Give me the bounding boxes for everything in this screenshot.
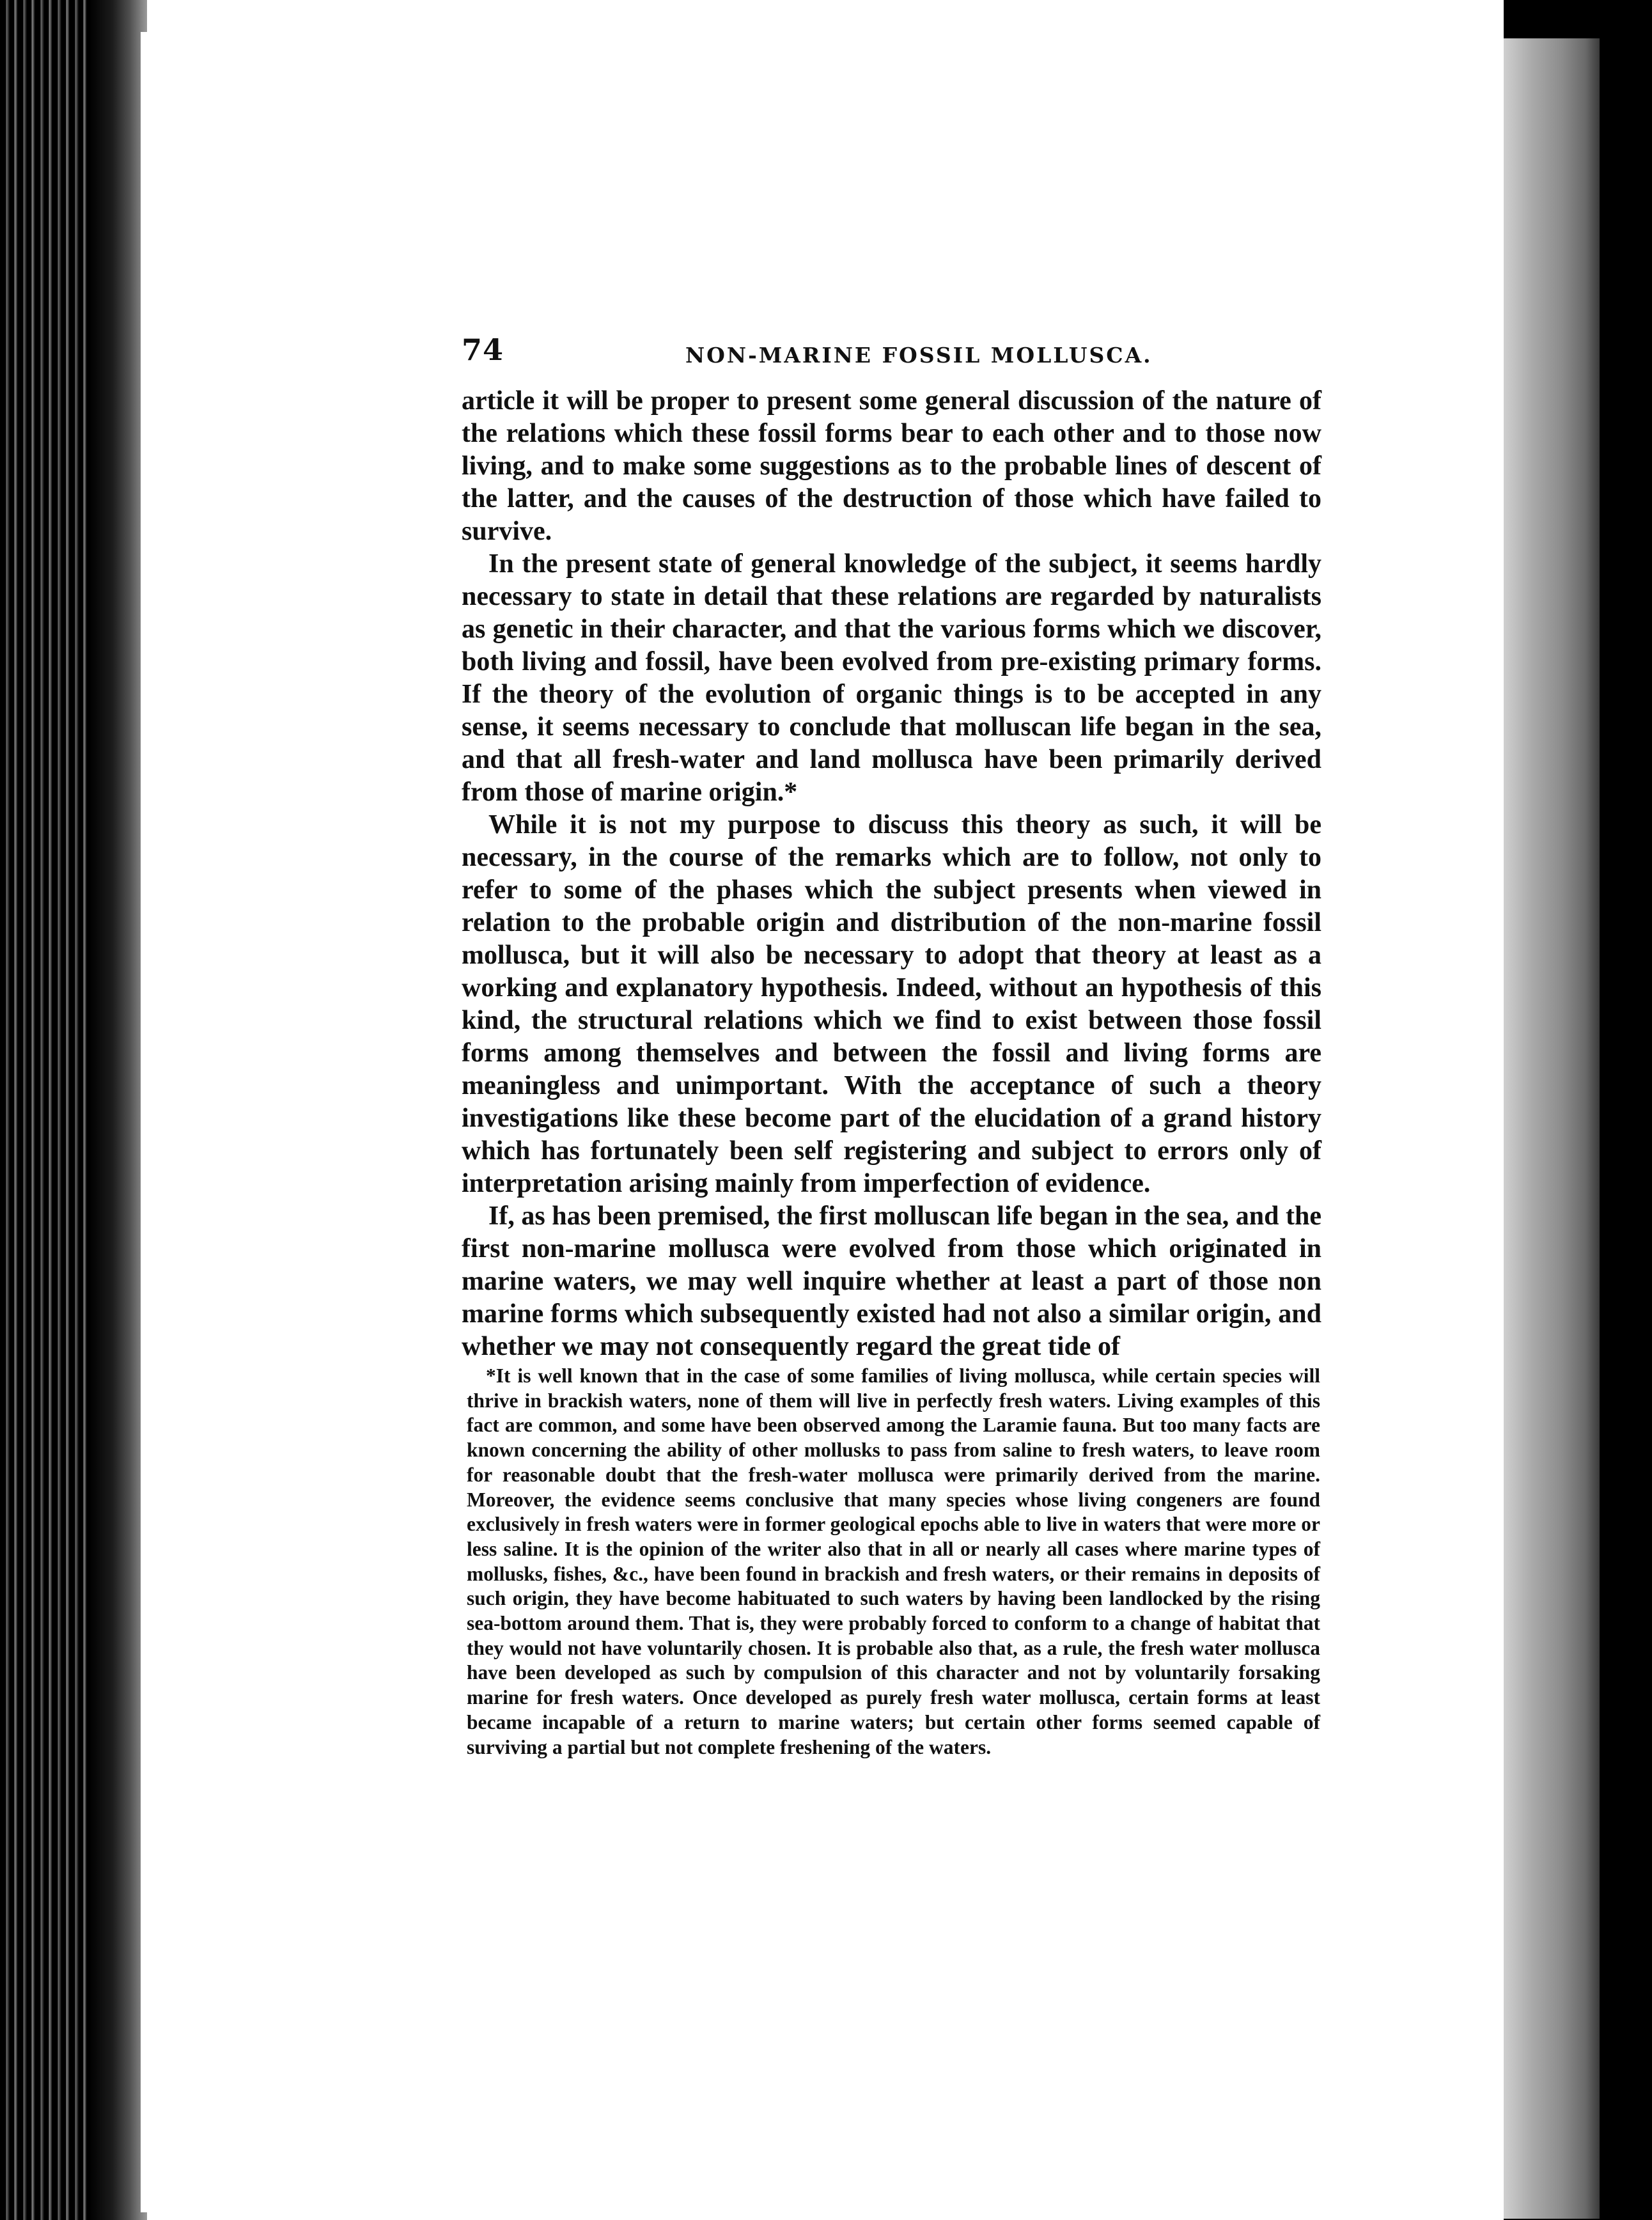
page-edge-shadow [1504, 38, 1600, 2219]
paragraph-1: article it will be proper to present some general discussion of the nature of the relations which these fossil forms bear to each other and to those now living, and to make some suggestions as to the probable lines of descent of the latter, and the causes of the destruction of those which have failed to survive. [462, 386, 1321, 546]
paragraph-2: In the present state of general knowledge of the subject, it seems hardly necessary to state in detail that these relations are regarded by naturalists as genetic in their character, and that the various forms which we discover, both living and fossil, have been evolved from pre-existing primary forms. If the theory of the evolution of organic things is to be accepted in any sense, it seems necessary to conclude that molluscan life began in the sea, and that all fresh-water and land mollusca have been primarily derived from those of marine origin.* [462, 549, 1321, 807]
paragraph-4: If, as has been premised, the first molluscan life began in the sea, and the first non-marine mollusca were evolved from those which originated in marine waters, we may well inquire whether at least a part of those non marine forms which subsequently existed had not also a similar origin, and whether we may not consequently regard the great tide of [462, 1201, 1321, 1361]
book-spine-edge [0, 0, 147, 2220]
running-head: NON-MARINE FOSSIL MOLLUSCA. [685, 343, 1153, 368]
page-number: 74 [462, 332, 504, 367]
page-header [462, 332, 1325, 371]
book-spine-shadow [90, 0, 147, 2220]
footnote [467, 1364, 1320, 1760]
body-text [462, 385, 1321, 1363]
footnote-text: *It is well known that in the case of some families of living mollusca, while certain species will thrive in brackish waters, none of them will live in perfectly fresh waters. Living examples of this fact are common, and some have been observed among the Laramie fauna. But too many facts are known concerning the ability of other mollusks to pass from saline to fresh waters, to leave room for reasonable doubt that the fresh-water mollusca were primarily derived from the marine. Moreover, the evidence seems conclusive that many species whose living congeners are found exclusively in fresh waters were in former geological epochs able to live in waters that were more or less saline. It is the opinion of the writer also that in all or nearly all cases where marine types of mollusks, fishes, &c., have been found in brackish and fresh waters, or their remains in deposits of such origin, they have become habituated to such waters by having been landlocked by the rising sea-bottom around them. That is, they were probably forced to conform to a change of habitat that they would not have voluntarily chosen. It is probable also that, as a rule, the fresh water mollusca have been developed as such by compulsion of this character and not by voluntarily forsaking marine for fresh waters. Once developed as purely fresh water mollusca, certain forms at least became incapable of a return to marine waters; but certain other forms seemed capable of surviving a partial but not complete freshening of the waters. [467, 1364, 1320, 1758]
paragraph-3: While it is not my purpose to discuss this theory as such, it will be necessary, in the course of the remarks which are to follow, not only to refer to some of the phases which the subject presents when viewed in relation to the probable origin and distribution of the non-marine fossil mollusca, but it will also be necessary to adopt that theory at least as a working and explanatory hypothesis. Indeed, without an hypothesis of this kind, the structural relations which we find to exist between those fossil forms among themselves and between the fossil and living forms are meaningless and unimportant. With the acceptance of such a theory investigations like these become part of the elucidation of a grand history which has fortunately been self registering and subject to errors only of interpretation arising mainly from imperfection of evidence. [462, 810, 1321, 1198]
